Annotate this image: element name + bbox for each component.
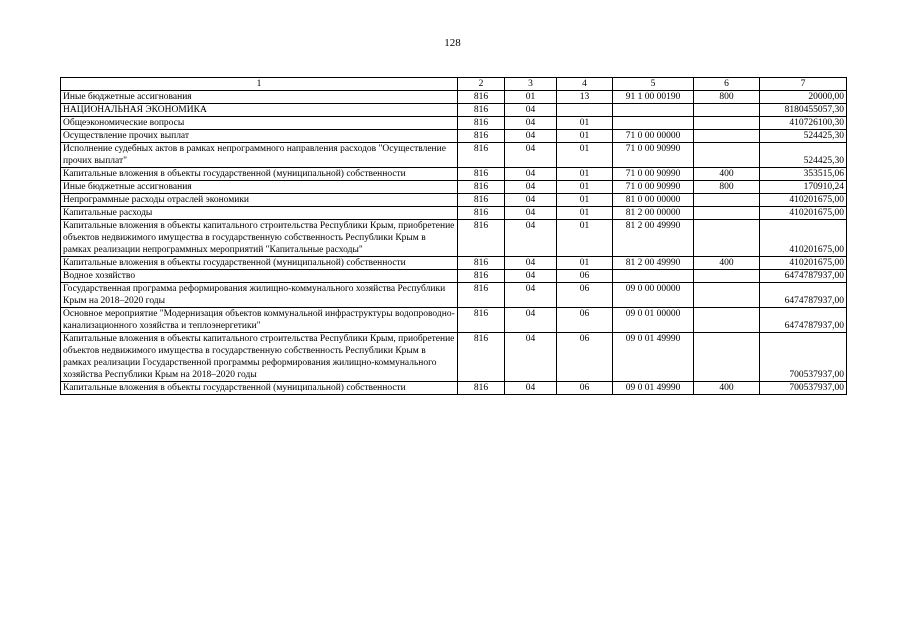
subsection-code-cell: 01 [557, 194, 613, 207]
section-code-cell: 04 [505, 207, 557, 220]
section-code-cell: 01 [505, 91, 557, 104]
table-row [61, 382, 847, 395]
grbs-code-cell: 816 [458, 91, 505, 104]
column-header: 5 [613, 78, 694, 91]
expense-type-cell [694, 194, 760, 207]
grbs-code-cell: 816 [458, 181, 505, 194]
column-header: 1 [61, 78, 458, 91]
target-item-cell: 71 0 00 00000 [613, 130, 694, 143]
grbs-code-cell: 816 [458, 207, 505, 220]
page-number: 128 [444, 37, 461, 49]
amount-cell: 353515,06 [760, 168, 847, 181]
section-code-cell: 04 [505, 181, 557, 194]
table-row [61, 270, 847, 283]
target-item-cell: 71 0 00 90990 [613, 181, 694, 194]
section-code-cell: 04 [505, 130, 557, 143]
section-code-cell: 04 [505, 308, 557, 333]
section-code-cell: 04 [505, 143, 557, 168]
section-code-cell: 04 [505, 104, 557, 117]
amount-cell: 524425,30 [760, 143, 847, 168]
table-row [61, 168, 847, 181]
section-code-cell: 04 [505, 382, 557, 395]
expense-name-cell: Исполнение судебных актов в рамках непрограммного направления расходов "Осуществление прочих выплат" [61, 143, 458, 168]
grbs-code-cell: 816 [458, 168, 505, 181]
grbs-code-cell: 816 [458, 333, 505, 382]
expense-type-cell [694, 130, 760, 143]
table-row [61, 117, 847, 130]
grbs-code-cell: 816 [458, 257, 505, 270]
expense-name-cell: Иные бюджетные ассигнования [61, 181, 458, 194]
section-code-cell: 04 [505, 168, 557, 181]
subsection-code-cell: 01 [557, 117, 613, 130]
expense-type-cell [694, 207, 760, 220]
target-item-cell: 71 0 00 90990 [613, 168, 694, 181]
grbs-code-cell: 816 [458, 194, 505, 207]
expense-name-cell: Водное хозяйство [61, 270, 458, 283]
table-row [61, 143, 847, 168]
target-item-cell: 09 0 01 49990 [613, 382, 694, 395]
table-row [61, 283, 847, 308]
section-code-cell: 04 [505, 117, 557, 130]
expense-type-cell: 400 [694, 168, 760, 181]
expense-name-cell: Капитальные вложения в объекты капитального строительства Республики Крым, приобретение объектов недвижимого имущества в государственную собственность Республики Крым в рамках реализации Государственной программы реформирования жилищно-коммунального хозяйства Республики Крым на 2018–2020 годы [61, 333, 458, 382]
grbs-code-cell: 816 [458, 382, 505, 395]
amount-cell: 700537937,00 [760, 333, 847, 382]
section-code-cell: 04 [505, 283, 557, 308]
grbs-code-cell: 816 [458, 143, 505, 168]
subsection-code-cell [557, 104, 613, 117]
subsection-code-cell: 01 [557, 143, 613, 168]
table-header-row [61, 78, 847, 91]
subsection-code-cell: 06 [557, 270, 613, 283]
subsection-code-cell: 06 [557, 283, 613, 308]
table-row [61, 91, 847, 104]
expense-type-cell [694, 220, 760, 257]
table-row [61, 333, 847, 382]
target-item-cell: 81 2 00 00000 [613, 207, 694, 220]
table-row [61, 207, 847, 220]
column-header: 6 [694, 78, 760, 91]
target-item-cell: 09 0 01 49990 [613, 333, 694, 382]
target-item-cell: 09 0 01 00000 [613, 308, 694, 333]
grbs-code-cell: 816 [458, 270, 505, 283]
subsection-code-cell: 01 [557, 130, 613, 143]
expense-name-cell: Государственная программа реформирования жилищно-коммунального хозяйства Республики Крым на 2018–2020 годы [61, 283, 458, 308]
amount-cell: 20000,00 [760, 91, 847, 104]
expense-name-cell: Капитальные вложения в объекты государственной (муниципальной) собственности [61, 382, 458, 395]
expense-name-cell: Осуществление прочих выплат [61, 130, 458, 143]
amount-cell: 6474787937,00 [760, 308, 847, 333]
expense-name-cell: Иные бюджетные ассигнования [61, 91, 458, 104]
expense-name-cell: Общеэкономические вопросы [61, 117, 458, 130]
amount-cell: 410726100,30 [760, 117, 847, 130]
subsection-code-cell: 01 [557, 168, 613, 181]
section-code-cell: 04 [505, 257, 557, 270]
expense-name-cell: Непрограммные расходы отраслей экономики [61, 194, 458, 207]
expense-type-cell: 400 [694, 257, 760, 270]
subsection-code-cell: 06 [557, 333, 613, 382]
budget-table [60, 77, 847, 395]
grbs-code-cell: 816 [458, 220, 505, 257]
expense-type-cell [694, 333, 760, 382]
grbs-code-cell: 816 [458, 130, 505, 143]
target-item-cell: 71 0 00 90990 [613, 143, 694, 168]
target-item-cell: 81 2 00 49990 [613, 257, 694, 270]
amount-cell: 410201675,00 [760, 194, 847, 207]
amount-cell: 8180455057,30 [760, 104, 847, 117]
amount-cell: 700537937,00 [760, 382, 847, 395]
subsection-code-cell: 01 [557, 220, 613, 257]
expense-name-cell: Капитальные вложения в объекты капитального строительства Республики Крым, приобретение объектов недвижимого имущества в государственную собственность Республики Крым в рамках реализации непрограммных мероприятий "Капитальные расходы" [61, 220, 458, 257]
section-code-cell: 04 [505, 220, 557, 257]
table-row [61, 194, 847, 207]
table-row [61, 308, 847, 333]
target-item-cell [613, 270, 694, 283]
expense-type-cell [694, 117, 760, 130]
grbs-code-cell: 816 [458, 117, 505, 130]
target-item-cell [613, 104, 694, 117]
table-row [61, 104, 847, 117]
table-row [61, 220, 847, 257]
table-row [61, 130, 847, 143]
amount-cell: 410201675,00 [760, 220, 847, 257]
expense-type-cell: 800 [694, 181, 760, 194]
target-item-cell: 91 1 00 00190 [613, 91, 694, 104]
expense-name-cell: Капитальные вложения в объекты государственной (муниципальной) собственности [61, 168, 458, 181]
amount-cell: 410201675,00 [760, 207, 847, 220]
expense-name-cell: НАЦИОНАЛЬНАЯ ЭКОНОМИКА [61, 104, 458, 117]
subsection-code-cell: 13 [557, 91, 613, 104]
expense-name-cell: Основное мероприятие "Модернизация объектов коммунальной инфраструктуры водопроводно-канализационного хозяйства и теплоэнергетики" [61, 308, 458, 333]
expense-type-cell [694, 270, 760, 283]
amount-cell: 410201675,00 [760, 257, 847, 270]
table-row [61, 257, 847, 270]
subsection-code-cell: 01 [557, 207, 613, 220]
subsection-code-cell: 06 [557, 382, 613, 395]
section-code-cell: 04 [505, 194, 557, 207]
subsection-code-cell: 01 [557, 181, 613, 194]
column-header: 7 [760, 78, 847, 91]
table-row [61, 181, 847, 194]
target-item-cell: 81 0 00 00000 [613, 194, 694, 207]
expense-type-cell: 800 [694, 91, 760, 104]
column-header: 3 [505, 78, 557, 91]
expense-type-cell: 400 [694, 382, 760, 395]
subsection-code-cell: 06 [557, 308, 613, 333]
amount-cell: 170910,24 [760, 181, 847, 194]
amount-cell: 524425,30 [760, 130, 847, 143]
amount-cell: 6474787937,00 [760, 283, 847, 308]
target-item-cell [613, 117, 694, 130]
target-item-cell: 81 2 00 49990 [613, 220, 694, 257]
subsection-code-cell: 01 [557, 257, 613, 270]
expense-name-cell: Капитальные вложения в объекты государственной (муниципальной) собственности [61, 257, 458, 270]
section-code-cell: 04 [505, 270, 557, 283]
expense-type-cell [694, 104, 760, 117]
expense-type-cell [694, 143, 760, 168]
expense-type-cell [694, 283, 760, 308]
column-header: 4 [557, 78, 613, 91]
grbs-code-cell: 816 [458, 308, 505, 333]
column-header: 2 [458, 78, 505, 91]
grbs-code-cell: 816 [458, 104, 505, 117]
grbs-code-cell: 816 [458, 283, 505, 308]
section-code-cell: 04 [505, 333, 557, 382]
expense-name-cell: Капитальные расходы [61, 207, 458, 220]
target-item-cell: 09 0 00 00000 [613, 283, 694, 308]
amount-cell: 6474787937,00 [760, 270, 847, 283]
expense-type-cell [694, 308, 760, 333]
